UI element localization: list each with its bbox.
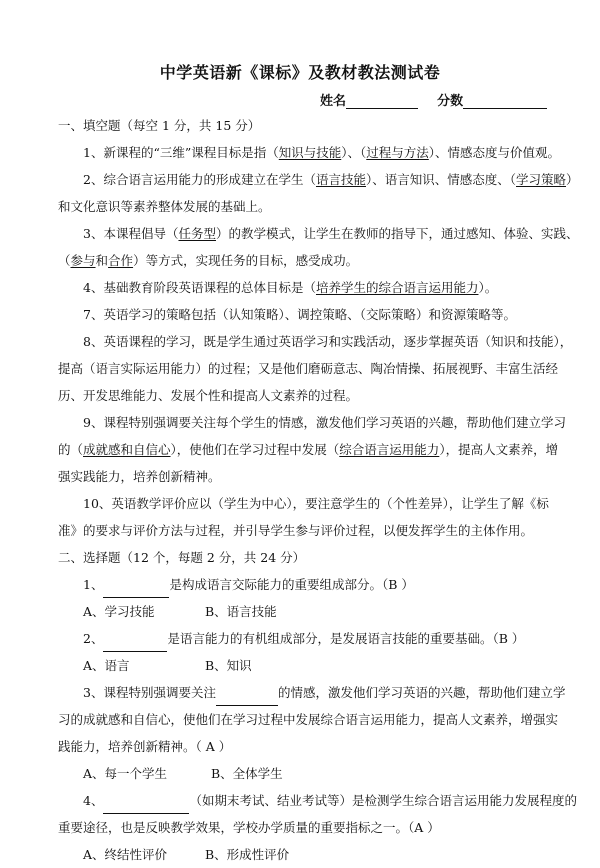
option-a[interactable]: A、学习技能 xyxy=(83,604,155,619)
fill-question-9-cont: 强实践能力，培养创新精神。 xyxy=(58,469,221,484)
choice-question-4-cont: 重要途径，也是反映教学效果，学校办学质量的重要指标之一。（A ） xyxy=(58,820,440,835)
fill-question-1: 1、新课程的“三维”课程目标是指（知识与技能）、（过程与方法）、情感态度与价值观。 xyxy=(83,145,561,160)
choice-options-3 xyxy=(58,760,550,787)
option-b[interactable]: B、形成性评价 xyxy=(205,847,290,862)
fill-question-7: 7、英语学习的策略包括（认知策略）、调控策略、（交际策略）和资源策略等。 xyxy=(83,307,516,322)
answer: 综合语言运用能力 xyxy=(339,442,440,457)
score-label: 分数 xyxy=(437,94,464,109)
choice-question-2: 2、 是语言能力的有机组成部分，是发展语言技能的重要基础。（B ） xyxy=(58,625,550,652)
choice-options-2 xyxy=(58,652,550,679)
answer-blank[interactable] xyxy=(103,583,169,598)
section2-heading: 二、选择题（12 个，每题 2 分，共 24 分） xyxy=(58,550,306,565)
answer: 培养学生的综合语言运用能力 xyxy=(315,280,479,295)
option-a[interactable]: A、每一个学生 xyxy=(83,766,168,781)
fill-question-2: 2、综合语言运用能力的形成建立在学生（语言技能）、语言知识、情感态度、（学习策略） xyxy=(83,172,579,187)
answer: 语言技能 xyxy=(315,172,366,187)
choice-question-1: 1、 是构成语言交际能力的重要组成部分。（B ） xyxy=(58,571,550,598)
answer: 学习策略 xyxy=(516,172,567,187)
fill-question-8-cont: 提高（语言实际运用能力）的过程；又是他们磨砺意志、陶冶情操、拓展视野、丰富生活经 xyxy=(58,361,559,376)
fill-question-8-cont: 历、开发思维能力、发展个性和提高人文素养的过程。 xyxy=(58,388,359,403)
fill-question-10-cont: 准》的要求与评价方法与过程，并引导学生参与评价过程，以便发挥学生的主体作用。 xyxy=(58,523,534,538)
fill-question-4: 4、基础教育阶段英语课程的总体目标是（培养学生的综合语言运用能力）。 xyxy=(83,280,498,295)
answer: 过程与方法 xyxy=(366,145,429,160)
choice-question-3-cont: 践能力，培养创新精神。（ A ） xyxy=(58,739,232,754)
fill-question-9-cont: 的（成就感和自信心），使他们在学习过程中发展（综合语言运用能力），提高人文素养，增 xyxy=(58,442,559,457)
exam-content xyxy=(58,112,579,868)
fill-question-3: 3、本课程倡导（任务型）的教学模式，让学生在教师的指导下，通过感知、体验、实践、 xyxy=(83,226,579,241)
answer: 知识与技能 xyxy=(278,145,342,160)
section1-heading: 一、填空题（每空 1 分，共 15 分） xyxy=(58,118,261,133)
fill-question-9: 9、课程特别强调要关注每个学生的情感，激发他们学习英语的兴趣，帮助他们建立学习 xyxy=(83,415,566,430)
answer: 参与 xyxy=(70,253,96,268)
option-b[interactable]: B、语言技能 xyxy=(205,604,277,619)
answer-blank[interactable] xyxy=(103,799,189,814)
choice-question-3-cont: 习的成就感和自信心，使他们在学习过程中发展综合语言运用能力，提高人文素养，增强实 xyxy=(58,712,559,727)
fill-question-8: 8、英语课程的学习，既是学生通过英语学习和实践活动，逐步掌握英语（知识和技能）， xyxy=(83,334,573,349)
name-label: 姓名 xyxy=(320,94,347,109)
choice-options-1 xyxy=(58,598,550,625)
option-a[interactable]: A、语言 xyxy=(83,658,130,673)
choice-options-4 xyxy=(58,841,550,868)
fill-question-3-cont: （参与和合作）等方式，实现任务的目标，感受成功。 xyxy=(58,253,359,268)
answer-blank[interactable] xyxy=(103,637,167,652)
choice-question-4: 4、 （如期末考试、结业考试等）是检测学生综合语言运用能力发展程度的 xyxy=(58,787,550,814)
answer: 任务型 xyxy=(178,226,216,241)
name-score-line xyxy=(320,90,547,109)
option-b[interactable]: B、知识 xyxy=(205,658,252,673)
answer: 成就感和自信心 xyxy=(83,442,171,457)
name-field[interactable] xyxy=(346,94,418,109)
option-b[interactable]: B、全体学生 xyxy=(211,766,283,781)
page-title: 中学英语新《课标》及教材教法测试卷 xyxy=(159,63,441,82)
answer-blank[interactable] xyxy=(216,691,278,706)
answer: 合作 xyxy=(108,253,134,268)
option-a[interactable]: A、终结性评价 xyxy=(83,847,168,862)
fill-question-2-cont: 和文化意识等素养整体发展的基础上。 xyxy=(58,199,271,214)
score-field[interactable] xyxy=(463,94,547,109)
choice-question-3: 3、课程特别强调要关注 的情感，激发他们学习英语的兴趣，帮助他们建立学 xyxy=(58,679,550,706)
fill-question-10: 10、英语教学评价应以（学生为中心），要注意学生的（个性差异），让学生了解《标 xyxy=(83,496,549,511)
